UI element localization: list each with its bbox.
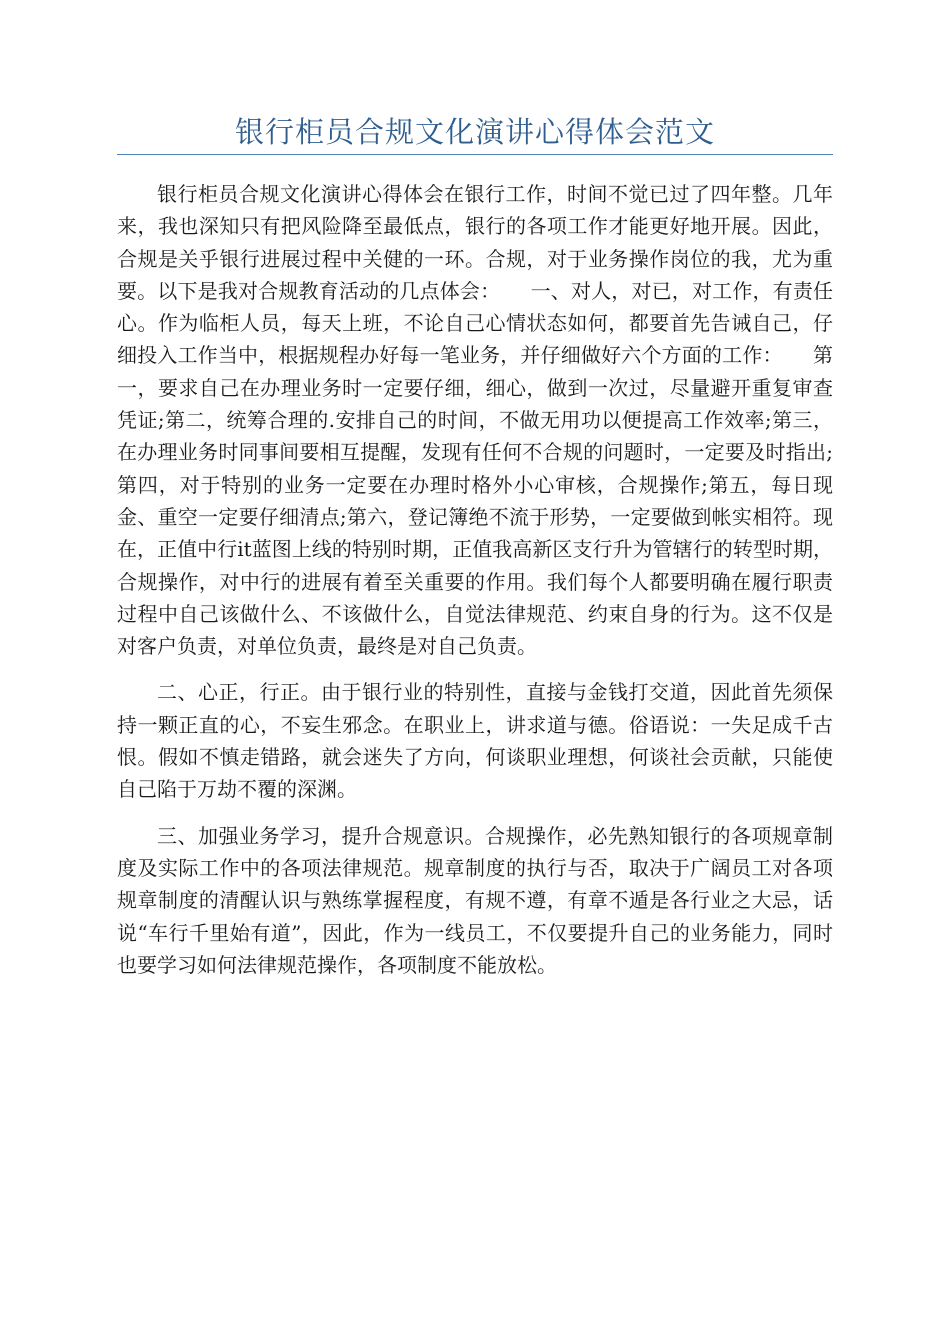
paragraph-1: 银行柜员合规文化演讲心得体会在银行工作，时间不觉已过了四年整。几年来，我也深知只有把风险降至最低点，银行的各项工作才能更好地开展。因此，合规是关乎银行进展过程中关健的一环。合规，对于业务操作岗位的我，尤为重要。以下是我对合规教育活动的几点体会： 一、对人，对已，对工作，有责任心。作为临柜人员，每天上班，不论自己心情状态如何，都要首先告诫自己，仔细投入工作当中，根据规程办好每一笔业务，并仔细做好六个方面的工作： 第一，要求自己在办理业务时一定要仔细，细心，做到一次过，尽量避开重复审查凭证;第二，统筹合理的.安排自己的时间，不做无用功以便提高工作效率;第三，在办理业务时同事间要相互提醒，发现有任何不合规的问题时，一定要及时指出;第四，对于特别的业务一定要在办理时格外小心审核，合规操作;第五，每日现金、重空一定要仔细清点;第六，登记簿绝不流于形势，一定要做到帐实相符。现在，正值中行it蓝图上线的特别时期，正值我高新区支行升为管辖行的转型时期，合规操作，对中行的进展有着至关重要的作用。我们每个人都要明确在履行职责过程中自己该做什么、不该做什么，自觉法律规范、约束自身的行为。这不仅是对客户负责，对单位负责，最终是对自己负责。 [117, 182, 833, 659]
document-body [117, 178, 833, 981]
paragraph-2: 二、心正，行正。由于银行业的特别性，直接与金钱打交道，因此首先须保持一颗正直的心，不妄生邪念。在职业上，讲求道与德。俗语说：一失足成千古恨。假如不慎走错路，就会迷失了方向，何谈职业理想，何谈社会贡献，只能使自己陷于万劫不覆的深渊。 [117, 680, 833, 802]
document-title: 银行柜员合规文化演讲心得体会范文 [234, 115, 715, 149]
title-underline [117, 154, 833, 155]
paragraph-3: 三、加强业务学习，提升合规意识。合规操作，必先熟知银行的各项规章制度及实际工作中的各项法律规范。规章制度的执行与否，取决于广阔员工对各项规章制度的清醒认识与熟练掌握程度，有规不遵，有章不遁是各行业之大忌，话说“车行千里始有道”，因此，作为一线员工，不仅要提升自己的业务能力，同时也要学习如何法律规范操作，各项制度不能放松。 [117, 823, 833, 977]
